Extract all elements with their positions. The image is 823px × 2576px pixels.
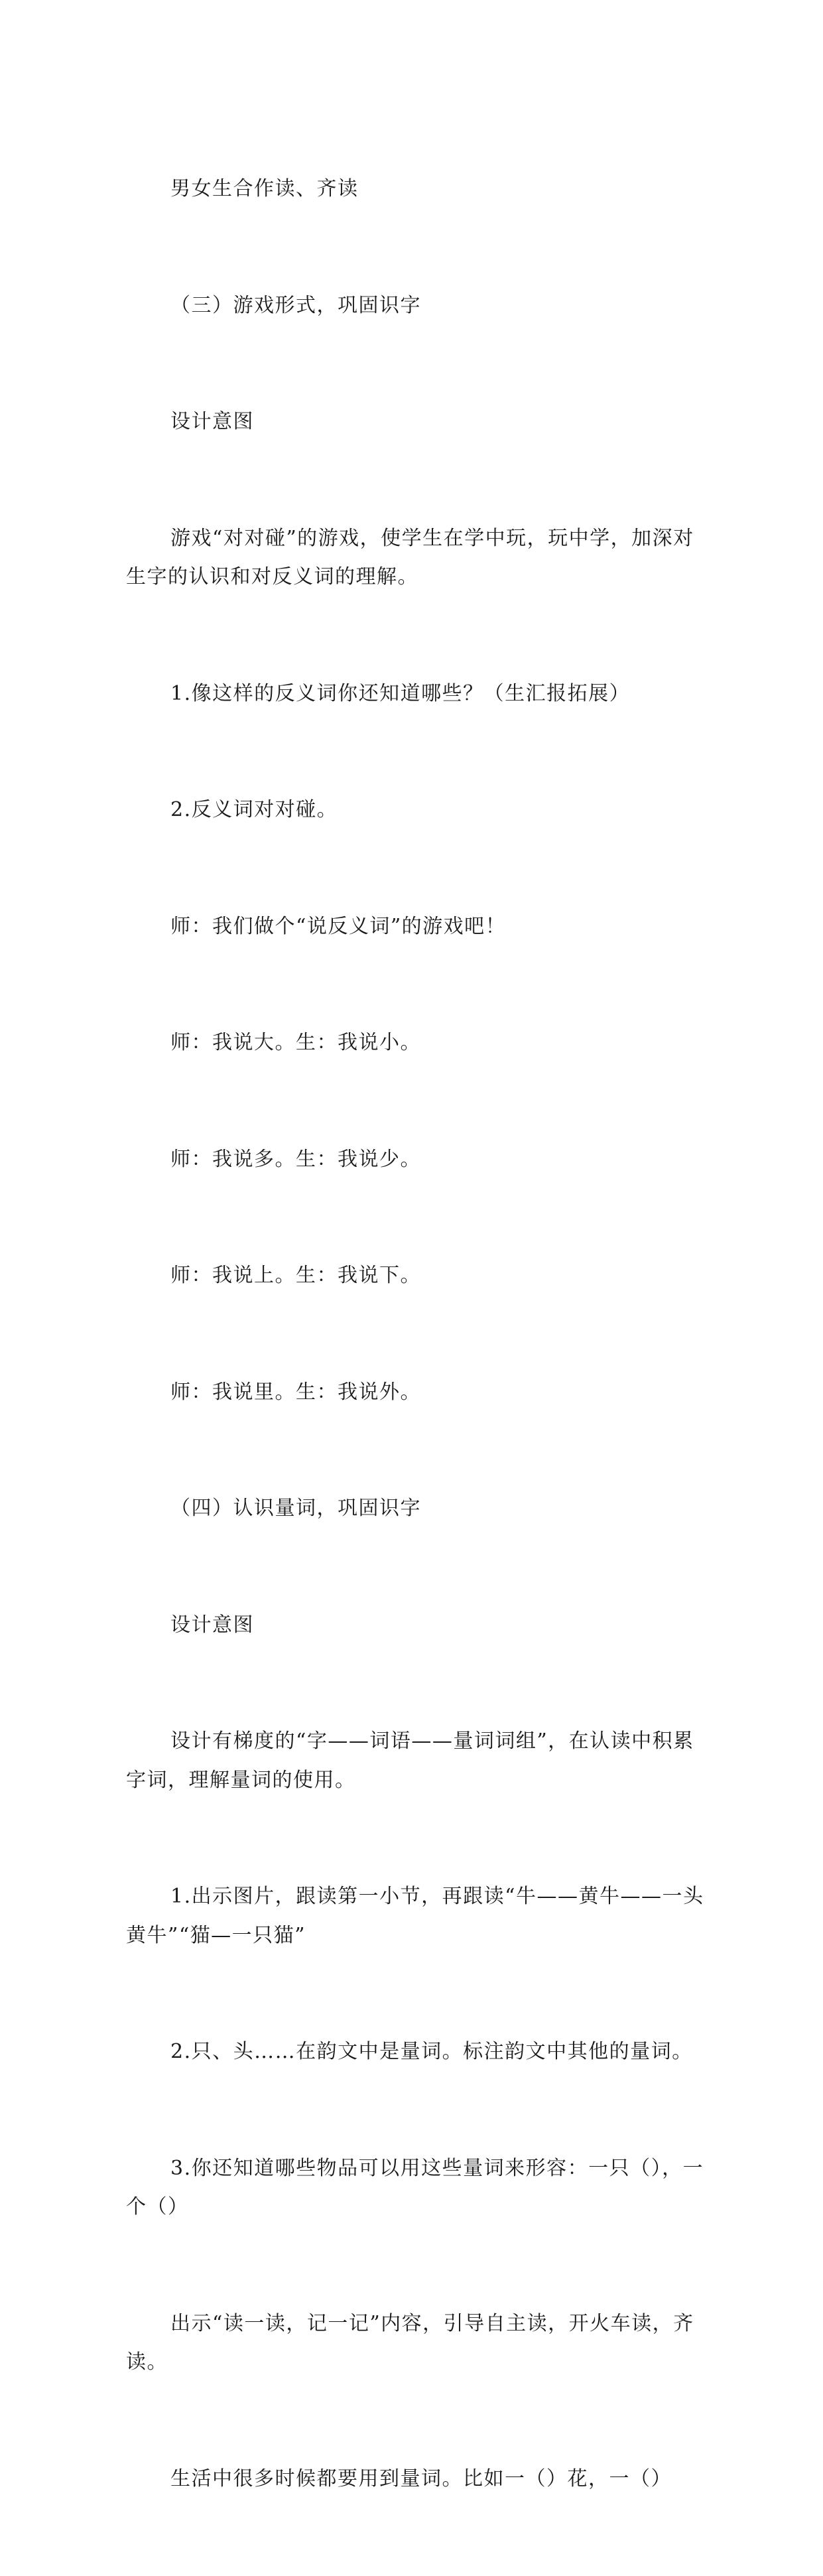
section-heading-4: （四）认识量词，巩固识字 [170, 1497, 421, 1520]
paragraph-read-aloud: 出示“读一读，记一记”内容，引导自主读，开火车读，齐读。 [126, 2311, 694, 2374]
paragraph-measure-words: 生活中很多时候都要用到量词。比如一（）花，一（） [170, 2467, 672, 2490]
dialogue-line-5: 师：我说里。生：我说外。 [170, 1380, 421, 1404]
paragraph-step-1: 1.像这样的反义词你还知道哪些？（生汇报拓展） [170, 681, 631, 705]
design-intent-heading-1: 设计意图 [170, 410, 254, 433]
paragraph-1: 男女生合作读、齐读 [170, 177, 359, 200]
paragraph-design-intent-1: 游戏“对对碰”的游戏，使学生在学中玩，玩中学，加深对生字的认识和对反义词的理解。 [126, 526, 694, 588]
section-heading-3: （三）游戏形式，巩固识字 [170, 293, 421, 317]
paragraph-step-5: 3.你还知道哪些物品可以用这些量词来形容：一只（），一个（） [126, 2156, 704, 2218]
document-body [126, 92, 710, 2576]
dialogue-line-4: 师：我说上。生：我说下。 [170, 1264, 421, 1287]
dialogue-line-1: 师：我们做个“说反义词”的游戏吧！ [170, 914, 507, 938]
dialogue-line-2: 师：我说大。生：我说小。 [170, 1031, 421, 1054]
design-intent-heading-2: 设计意图 [170, 1613, 254, 1637]
paragraph-step-3: 1.出示图片，跟读第一小节，再跟读“牛——黄牛——一头黄牛”“猫—一只猫” [126, 1885, 704, 1947]
paragraph-design-intent-2: 设计有梯度的“字——词语——量词词组”，在认读中积累字词，理解量词的使用。 [126, 1729, 694, 1792]
paragraph-step-4: 2.只、头……在韵文中是量词。标注韵文中其他的量词。 [170, 2040, 693, 2063]
dialogue-line-3: 师：我说多。生：我说少。 [170, 1147, 421, 1171]
paragraph-step-2: 2.反义词对对碰。 [170, 798, 338, 821]
